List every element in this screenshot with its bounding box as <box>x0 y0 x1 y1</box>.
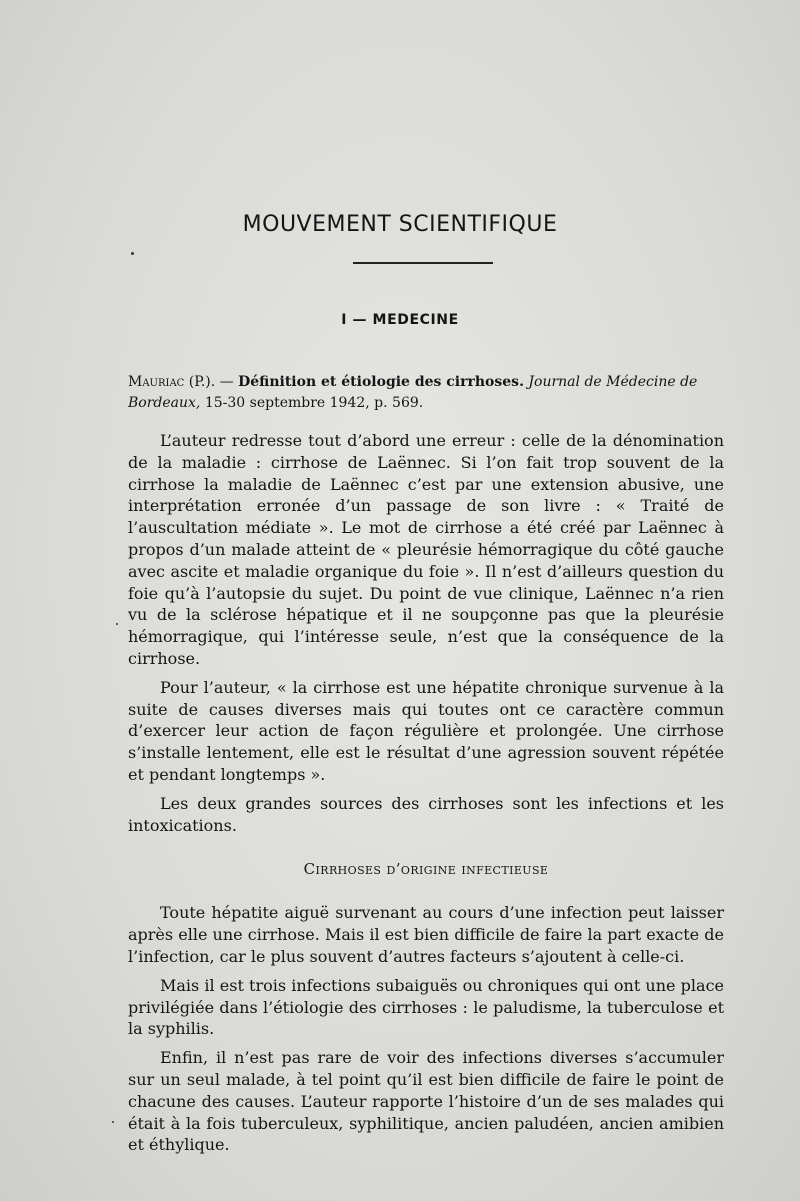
heading-rule <box>353 262 493 264</box>
body-paragraph: Pour l’auteur, « la cirrhose est une hépatite chronique survenue à la suite de causes diverses mais qui toutes ont ce caractère commun d’exercer leur action de façon régulière et prolongée. Une cirrhose s’installe lentement, elle est le résultat d’une agression souvent répétée et pendant longtemps ». <box>128 677 724 784</box>
reference-journal: Journal de Médecine de Bordeaux, <box>128 374 698 411</box>
section-heading: I — MEDECINE <box>341 312 459 328</box>
scan-speck <box>116 623 118 625</box>
body-paragraph: Les deux grandes sources des cirrhoses sont les infections et les intoxications. <box>128 793 724 835</box>
body-paragraph: Toute hépatite aiguë survenant au cours d’une infection peut laisser après elle une cirrhose. Mais il est bien difficile de faire la part exacte de l’infection, car le plus souvent d’autres facteurs s’ajoutent à celle-ci. <box>128 903 724 966</box>
page-heading: MOUVEMENT SCIENTIFIQUE <box>242 212 558 237</box>
scan-speck <box>112 1121 114 1123</box>
reference-separator: — <box>215 374 239 390</box>
subsection-heading: Cirrhoses d’origine infectieuse <box>303 860 549 879</box>
scan-speck <box>131 252 134 255</box>
body-paragraph: Enfin, il n’est pas rare de voir des infections diverses s’accumuler sur un seul malade, à tel point qu’il est bien difficile de faire le point de chacune des causes. L’auteur rapporte l’histoire d’un de ses malades qui était à la fois tuberculeux, syphilitique, ancien paludéen, ancien amibien et éthylique. <box>128 1048 724 1155</box>
article-body <box>128 430 724 1163</box>
reference-author: Mauriac (P.). <box>128 374 216 390</box>
reference-details: 15-30 septembre 1942, p. 569. <box>200 395 424 411</box>
bibliographic-reference <box>128 372 724 414</box>
body-paragraph: L’auteur redresse tout d’abord une erreur : celle de la dénomination de la maladie : cirrhose de Laënnec. Si l’on fait trop souvent de la cirrhose la maladie de Laënnec c’est par une extension abusive, une interprétation erronée d’un passage de son livre : « Traité de l’auscultation médiate ». Le mot de cirrhose a été créé par Laënnec à propos d’un malade atteint de « pleurésie hémorragique du côté gauche avec ascite et maladie organique du foie ». Il n’est d’ailleurs question du foie qu’à l’autopsie du sujet. Du point de vue clinique, Laënnec n’a rien vu de la sclérose hépatique et il ne soupçonne pas que la pleurésie hémorragique, qui l’intéresse seule, n’est que la conséquence de la cirrhose. <box>128 431 724 668</box>
body-paragraph: Mais il est trois infections subaiguës ou chroniques qui ont une place privilégiée dans l’étiologie des cirrhoses : le paludisme, la tuberculose et la syphilis. <box>128 975 724 1039</box>
reference-article-title: Définition et étiologie des cirrhoses. <box>238 374 524 390</box>
